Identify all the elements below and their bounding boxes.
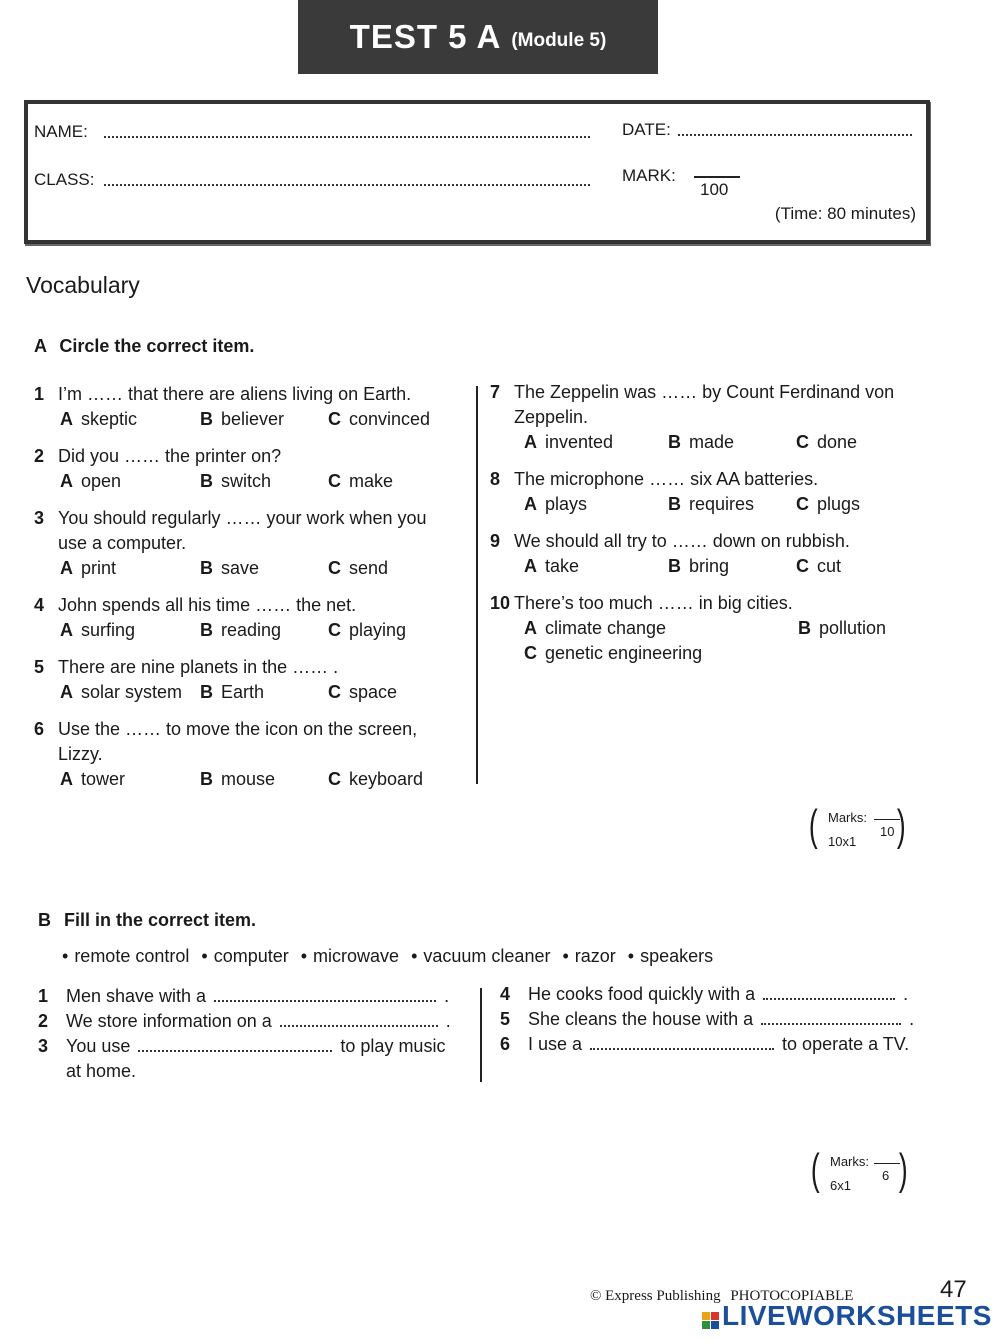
option-letter: C <box>328 769 341 789</box>
module-label: (Module 5) <box>511 30 607 51</box>
question-item <box>490 591 936 666</box>
option-c[interactable] <box>328 556 388 581</box>
marks-line <box>874 1163 900 1164</box>
question-line <box>34 593 470 618</box>
question-text: We should all try to …… down on rubbish. <box>514 531 850 551</box>
word-text: razor <box>574 946 616 966</box>
question-text: Use the …… to move the icon on the screen, <box>58 719 418 739</box>
option-c[interactable] <box>796 492 860 517</box>
option-letter: B <box>200 558 213 578</box>
word-bank-item <box>62 946 189 966</box>
option-c[interactable] <box>328 767 423 792</box>
options-row <box>58 680 470 705</box>
question-text-after: to play music <box>340 1036 446 1056</box>
word-text: computer <box>213 946 289 966</box>
question-line <box>34 655 470 680</box>
question-line <box>34 531 470 556</box>
answer-blank[interactable] <box>280 1013 438 1027</box>
question-text: He cooks food quickly with a <box>528 984 756 1004</box>
question-text-after: . <box>444 986 450 1006</box>
answer-blank[interactable] <box>590 1036 774 1050</box>
question-text-after: to operate a TV. <box>782 1034 910 1054</box>
question-number: 5 <box>500 1009 511 1029</box>
option-text: requires <box>689 494 755 514</box>
liveworksheets-watermark[interactable] <box>702 1300 992 1332</box>
option-a[interactable] <box>524 492 587 517</box>
word-bank-item <box>411 946 550 966</box>
fill-item <box>500 1007 936 1032</box>
name-field[interactable] <box>104 124 590 138</box>
page-number: 47 <box>940 1276 967 1303</box>
question-number: 6 <box>34 719 45 739</box>
date-label: DATE: <box>622 120 671 139</box>
option-letter: C <box>328 409 341 429</box>
option-letter: A <box>60 471 73 491</box>
option-text: save <box>221 558 260 578</box>
question-text-after: . <box>903 984 909 1004</box>
option-a[interactable] <box>60 556 116 581</box>
option-letter: A <box>60 409 73 429</box>
option-text: mouse <box>221 769 276 789</box>
option-text: believer <box>221 409 285 429</box>
fill-item-continued <box>66 1059 470 1084</box>
option-c[interactable] <box>524 641 702 666</box>
options-row <box>514 492 936 517</box>
option-letter: B <box>200 409 213 429</box>
options-row <box>514 430 936 455</box>
options-row <box>58 469 470 494</box>
word-bank-item <box>562 946 615 966</box>
option-letter: C <box>328 682 341 702</box>
part-a-right-column <box>490 380 936 666</box>
word-text: vacuum cleaner <box>423 946 551 966</box>
word-bank <box>62 944 725 969</box>
question-text: The microphone …… six AA batteries. <box>514 469 819 489</box>
question-item <box>34 717 470 792</box>
question-text: use a computer. <box>58 533 187 553</box>
right-paren: ) <box>896 801 906 850</box>
marks-total: 6 <box>882 1168 890 1183</box>
question-number: 6 <box>500 1034 511 1054</box>
fill-item <box>500 982 936 1007</box>
question-text-after: . <box>909 1009 915 1029</box>
option-text: pollution <box>819 618 887 638</box>
option-b[interactable] <box>200 680 264 705</box>
option-text: send <box>349 558 389 578</box>
fill-item <box>38 1009 470 1034</box>
option-letter: B <box>200 682 213 702</box>
option-text: playing <box>349 620 407 640</box>
question-text: Zeppelin. <box>514 407 589 427</box>
option-text: print <box>81 558 117 578</box>
option-letter: B <box>668 432 681 452</box>
option-text: tower <box>81 769 126 789</box>
option-c[interactable] <box>328 407 430 432</box>
option-letter: C <box>796 556 809 576</box>
marks-label: Marks: <box>828 810 867 825</box>
option-letter: A <box>524 556 537 576</box>
question-number: 1 <box>34 384 45 404</box>
question-number: 3 <box>38 1036 49 1056</box>
question-number: 9 <box>490 531 501 551</box>
option-text: take <box>545 556 580 576</box>
marks-label: Marks: <box>830 1154 869 1169</box>
question-item <box>490 529 936 579</box>
question-text: Men shave with a <box>66 986 207 1006</box>
part-b-left-column <box>38 984 470 1084</box>
question-line <box>34 717 470 742</box>
option-text: invented <box>545 432 614 452</box>
question-text: I use a <box>528 1034 583 1054</box>
question-line <box>34 506 470 531</box>
part-a-left-column <box>34 382 470 792</box>
part-b-text: Fill in the correct item. <box>64 910 257 930</box>
question-item <box>34 655 470 705</box>
option-letter: B <box>200 769 213 789</box>
option-letter: B <box>668 494 681 514</box>
option-text: convinced <box>349 409 431 429</box>
liveworksheets-logo-icon <box>702 1312 719 1329</box>
mark-total: 100 <box>700 180 729 199</box>
option-c[interactable] <box>328 469 393 494</box>
question-text: Lizzy. <box>58 744 103 764</box>
question-text: John spends all his time …… the net. <box>58 595 357 615</box>
part-b-right-column <box>500 982 936 1057</box>
option-text: make <box>349 471 394 491</box>
part-a-letter: A <box>34 336 47 356</box>
option-a[interactable] <box>60 680 182 705</box>
option-b[interactable] <box>668 430 734 455</box>
options-row <box>58 618 470 643</box>
copyright-text: © Express Publishing <box>590 1288 721 1304</box>
option-text: cut <box>817 556 842 576</box>
question-item <box>34 444 470 494</box>
column-divider-b <box>480 988 482 1082</box>
question-text: The Zeppelin was …… by Count Ferdinand von <box>514 382 895 402</box>
part-b-instruction <box>38 910 256 931</box>
part-a-text: Circle the correct item. <box>59 336 255 356</box>
option-letter: A <box>60 558 73 578</box>
option-c[interactable] <box>328 618 406 643</box>
options-row <box>514 554 936 579</box>
option-text: climate change <box>545 618 667 638</box>
class-field[interactable] <box>104 172 590 186</box>
word-bank-item <box>301 946 399 966</box>
name-label: NAME: <box>34 122 88 141</box>
test-title-banner <box>298 0 658 74</box>
question-number: 7 <box>490 382 501 402</box>
bullet: • <box>300 946 308 966</box>
question-line <box>490 405 936 430</box>
option-letter: A <box>524 618 537 638</box>
word-bank-item <box>628 946 713 966</box>
question-number: 2 <box>34 446 45 466</box>
question-text-after: . <box>445 1011 451 1031</box>
right-paren: ) <box>898 1145 908 1194</box>
option-letter: C <box>524 643 537 663</box>
question-number: 2 <box>38 1011 49 1031</box>
bullet: • <box>627 946 635 966</box>
option-c[interactable] <box>328 680 397 705</box>
option-a[interactable] <box>60 618 135 643</box>
part-b-letter: B <box>38 910 51 930</box>
word-text: speakers <box>640 946 714 966</box>
question-number: 8 <box>490 469 501 489</box>
option-letter: C <box>328 471 341 491</box>
question-item <box>34 506 470 581</box>
option-b[interactable] <box>200 767 275 792</box>
options-row <box>58 556 470 581</box>
marks-total: 10 <box>880 824 895 839</box>
question-line <box>490 591 936 616</box>
option-text: space <box>349 682 398 702</box>
option-text: plays <box>545 494 588 514</box>
question-item <box>490 380 936 455</box>
question-number: 10 <box>490 593 511 613</box>
answer-blank[interactable] <box>214 988 436 1002</box>
date-field[interactable] <box>678 122 912 136</box>
question-text: There’s too much …… in big cities. <box>514 593 793 613</box>
option-text: surfing <box>81 620 136 640</box>
question-text: You use <box>66 1036 131 1056</box>
option-text: solar system <box>81 682 183 702</box>
options-row <box>58 407 470 432</box>
option-b[interactable] <box>200 469 271 494</box>
option-b[interactable] <box>200 556 259 581</box>
option-b[interactable] <box>798 616 886 641</box>
option-a[interactable] <box>60 767 125 792</box>
option-a[interactable] <box>60 469 121 494</box>
option-text: done <box>817 432 858 452</box>
question-text: I’m …… that there are aliens living on Earth. <box>58 384 412 404</box>
question-number: 3 <box>34 508 45 528</box>
question-line <box>490 529 936 554</box>
option-b[interactable] <box>200 618 281 643</box>
option-text: Earth <box>221 682 265 702</box>
fill-item <box>500 1032 936 1057</box>
column-divider <box>476 386 478 784</box>
question-line <box>34 742 470 767</box>
word-text: microwave <box>313 946 400 966</box>
option-a[interactable] <box>524 430 613 455</box>
options-row <box>524 641 936 666</box>
option-text: keyboard <box>349 769 424 789</box>
option-a[interactable] <box>60 407 137 432</box>
question-text: She cleans the house with a <box>528 1009 754 1029</box>
question-item <box>34 382 470 432</box>
fill-item <box>38 1034 470 1059</box>
question-number: 4 <box>500 984 511 1004</box>
left-paren: ( <box>808 801 818 850</box>
option-b[interactable] <box>668 492 754 517</box>
time-limit: (Time: 80 minutes) <box>774 204 916 223</box>
question-text: Did you …… the printer on? <box>58 446 282 466</box>
mark-label: MARK: <box>622 166 676 185</box>
option-letter: A <box>60 769 73 789</box>
option-letter: B <box>798 618 811 638</box>
option-text: skeptic <box>81 409 138 429</box>
word-text: remote control <box>74 946 190 966</box>
option-letter: A <box>524 432 537 452</box>
question-line <box>490 467 936 492</box>
option-letter: C <box>328 620 341 640</box>
question-number: 1 <box>38 986 49 1006</box>
question-item <box>490 467 936 517</box>
test-title: TEST 5 A <box>349 18 502 55</box>
option-letter: B <box>668 556 681 576</box>
photocopiable-text: PHOTOCOPIABLE <box>730 1288 854 1304</box>
student-info-box <box>24 100 930 244</box>
question-line <box>490 380 936 405</box>
option-a[interactable] <box>524 616 666 641</box>
answer-blank[interactable] <box>138 1038 332 1052</box>
class-label: CLASS: <box>34 170 95 189</box>
option-b[interactable] <box>200 407 284 432</box>
option-text: made <box>689 432 735 452</box>
question-item <box>34 593 470 643</box>
options-row <box>58 767 470 792</box>
option-letter: A <box>524 494 537 514</box>
option-c[interactable] <box>796 554 841 579</box>
bullet: • <box>562 946 569 966</box>
part-a-instruction <box>34 336 254 357</box>
option-a[interactable] <box>524 554 579 579</box>
question-line <box>34 444 470 469</box>
watermark-text: LIVEWORKSHEETS <box>722 1300 992 1331</box>
option-letter: C <box>328 558 341 578</box>
answer-blank[interactable] <box>763 986 895 1000</box>
option-c[interactable] <box>796 430 857 455</box>
option-text: open <box>81 471 122 491</box>
option-text: plugs <box>817 494 861 514</box>
bullet: • <box>62 946 69 966</box>
option-letter: B <box>200 620 213 640</box>
part-a-marks <box>806 800 916 860</box>
option-letter: A <box>60 682 73 702</box>
left-paren: ( <box>810 1145 820 1194</box>
option-text: reading <box>221 620 282 640</box>
question-number: 5 <box>34 657 45 677</box>
option-letter: B <box>200 471 213 491</box>
question-line <box>34 382 470 407</box>
option-text: genetic engineering <box>545 643 703 663</box>
word-bank-item <box>201 946 288 966</box>
option-text: bring <box>689 556 730 576</box>
section-title: Vocabulary <box>26 272 140 298</box>
option-letter: C <box>796 432 809 452</box>
answer-blank[interactable] <box>761 1011 901 1025</box>
question-text: There are nine planets in the …… . <box>58 657 339 677</box>
option-b[interactable] <box>668 554 729 579</box>
options-row <box>524 616 936 641</box>
bullet: • <box>201 946 208 966</box>
option-letter: A <box>60 620 73 640</box>
marks-calc: 6x1 <box>830 1178 851 1193</box>
part-b-marks <box>808 1144 918 1204</box>
question-text: You should regularly …… your work when you <box>58 508 427 528</box>
marks-calc: 10x1 <box>828 834 857 849</box>
question-number: 4 <box>34 595 45 615</box>
bullet: • <box>411 946 418 966</box>
option-text: switch <box>221 471 272 491</box>
question-text: at home. <box>66 1061 137 1081</box>
option-letter: C <box>796 494 809 514</box>
question-text: We store information on a <box>66 1011 272 1031</box>
mark-fraction-line <box>694 176 740 178</box>
fill-item <box>38 984 470 1009</box>
